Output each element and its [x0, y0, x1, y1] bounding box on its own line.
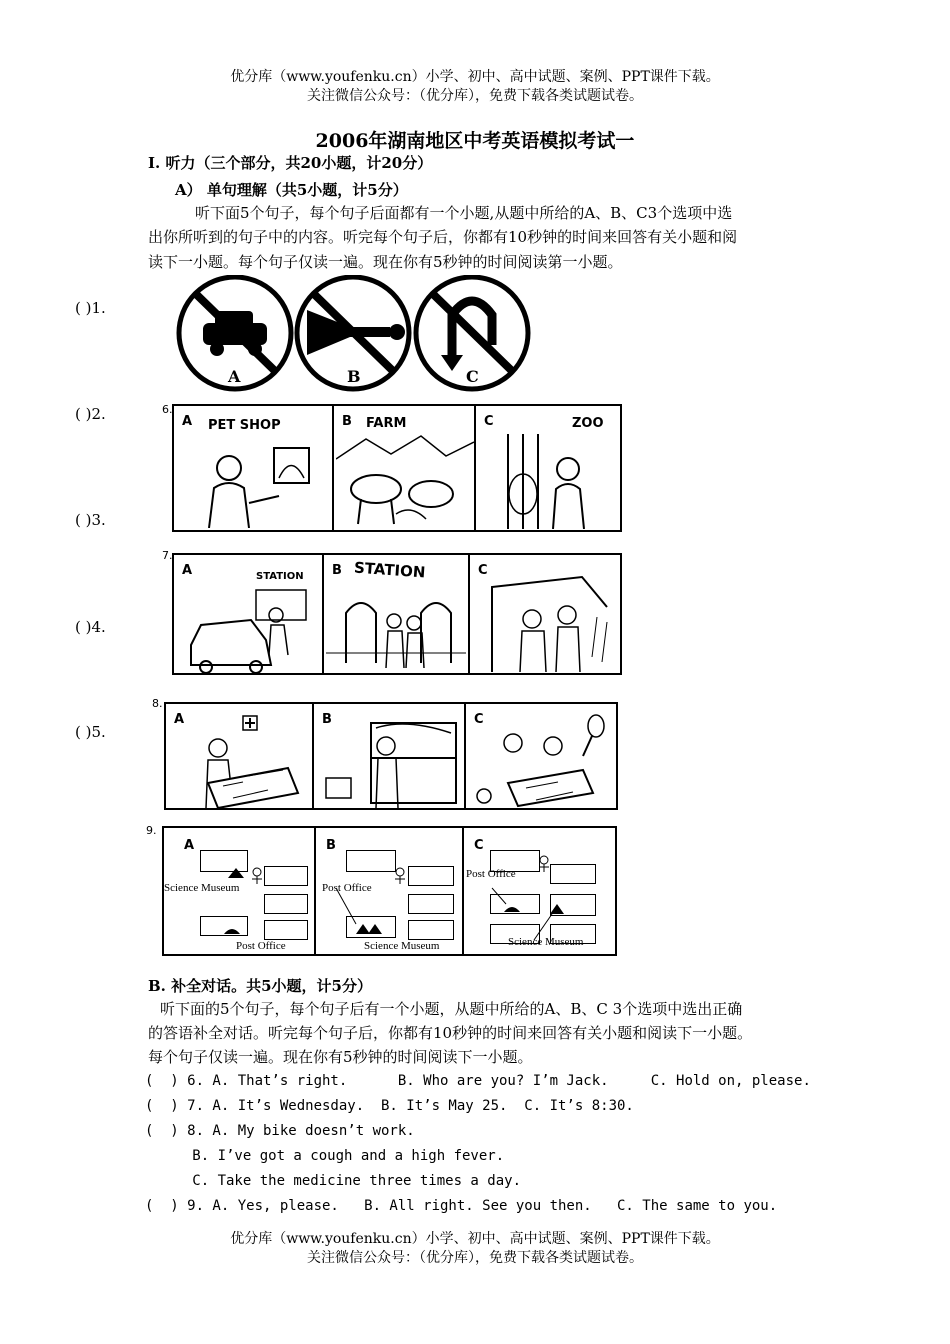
- q5-b-science-museum-label: Science Museum: [364, 940, 440, 952]
- q2-picture-strip: [172, 404, 622, 532]
- q5-c-science-museum-label: Science Museum: [508, 936, 584, 948]
- q3-option-a: A: [182, 563, 193, 578]
- q2-panel-a: [174, 406, 334, 530]
- q5-b-post-office-label: Post Office: [322, 882, 372, 894]
- q1-option-b: B: [347, 367, 361, 386]
- part-b-para-1: 听下面的5个句子，每个句子后有一个小题，从题中所给的A、B、C 3个选项中选出正确: [160, 1000, 743, 1018]
- q5-option-b: B: [326, 838, 336, 853]
- tennis-bed-illustration: [468, 708, 614, 808]
- q4-option-a: A: [174, 712, 185, 727]
- question-8-option-c: C. Take the medicine three times a day.: [108, 1173, 522, 1189]
- q5-option-a: A: [184, 838, 195, 853]
- q3-panel-a: [174, 555, 324, 673]
- question-9[interactable]: ( ) 9. A. Yes, please. B. All right. See you then. C. The same to you.: [145, 1198, 778, 1214]
- part-b-heading: B. 补全对话。共5小题，计5分）: [148, 977, 372, 995]
- part-a-para-2: 出你所听到的句子中的内容。听完每个句子后，你都有10秒钟的时间来回答有关小题和阅: [148, 228, 738, 246]
- footer-line-1: 优分库（www.youfenku.cn）小学、初中、高中试题、案例、PPT课件下载。: [230, 1231, 720, 1247]
- q2-option-c: C: [484, 414, 494, 429]
- part-a-para-1: 听下面5个句子，每个句子后面都有一个小题,从题中所给的A、B、C3个选项中选: [195, 204, 733, 222]
- q5-option-c: C: [474, 838, 484, 853]
- page-title: 2006年湖南地区中考英语模拟考试一: [315, 130, 635, 152]
- pet-shop-sign: PET SHOP: [208, 418, 281, 433]
- q3-option-c: C: [478, 563, 488, 578]
- part-b-para-3: 每个句子仅读一遍。现在你有5秒钟的时间阅读下一小题。: [148, 1048, 533, 1066]
- q4-picture-strip: [164, 702, 618, 810]
- part-b-para-2: 的答语补全对话。听完每个句子后，你都有10秒钟的时间来回答有关小题和阅读下一小题。: [148, 1024, 753, 1042]
- q5-c-post-office-label: Post Office: [466, 868, 516, 880]
- q3-panel-c: [470, 555, 620, 673]
- q3-panel-b: [324, 555, 470, 673]
- q3-option-b: B: [332, 563, 342, 578]
- header-line-1: 优分库（www.youfenku.cn）小学、初中、高中试题、案例、PPT课件下载。: [230, 69, 720, 85]
- car-station-illustration: [176, 585, 322, 675]
- q1-signs: [175, 275, 540, 393]
- q4-panel-c: [466, 704, 616, 808]
- q4-number: 8.: [152, 697, 163, 710]
- q3-number: 7.: [162, 549, 173, 562]
- q2-option-b: B: [342, 414, 352, 429]
- q5-a-post-office-label: Post Office: [236, 940, 286, 952]
- question-4-blank[interactable]: ( )4.: [75, 618, 106, 636]
- q2-number: 6.: [162, 403, 173, 416]
- farm-sign: FARM: [366, 416, 407, 431]
- part-a-heading: A） 单句理解（共5小题，计5分）: [175, 181, 408, 199]
- part-a-para-3: 读下一小题。每个句子仅读一遍。现在你有5秒钟的时间阅读第一小题。: [148, 253, 623, 271]
- question-1-blank[interactable]: ( )1.: [75, 299, 106, 317]
- question-8-option-b: B. I’ve got a cough and a high fever.: [108, 1148, 505, 1164]
- station-people-illustration: [326, 583, 468, 673]
- bunk-bed-illustration: [316, 708, 464, 808]
- q4-panel-a: [166, 704, 314, 808]
- zoo-illustration: [478, 434, 618, 529]
- q5-a-science-museum-label: Science Museum: [164, 882, 240, 894]
- q5-panel-c: [464, 828, 615, 954]
- q3-picture-strip: [172, 553, 622, 675]
- question-3-blank[interactable]: ( )3.: [75, 511, 106, 529]
- q2-panel-b: [334, 406, 476, 530]
- question-7[interactable]: ( ) 7. A. It’s Wednesday. B. It’s May 25. C. It’s 8:30.: [145, 1098, 634, 1114]
- section-heading: Ⅰ. 听力（三个部分，共20小题，计20分）: [148, 154, 433, 172]
- q4-panel-b: [314, 704, 466, 808]
- pet-shop-illustration: [179, 438, 329, 528]
- header-line-2: 关注微信公众号：（优分库），免费下载各类试题试卷。: [307, 88, 643, 104]
- q5-map-strip: [162, 826, 617, 956]
- question-8[interactable]: ( ) 8. A. My bike doesn’t work.: [145, 1123, 415, 1139]
- question-6[interactable]: ( ) 6. A. That’s right. B. Who are you? I’m Jack. C. Hold on, please.: [145, 1073, 811, 1089]
- q1-option-a: A: [228, 367, 241, 386]
- station-sign-b: STATION: [353, 558, 426, 582]
- footer-line-2: 关注微信公众号：（优分库），免费下载各类试题试卷。: [307, 1250, 643, 1266]
- station-sign-a: STATION: [256, 571, 304, 582]
- q2-panel-c: [476, 406, 620, 530]
- q1-option-c: C: [466, 367, 479, 386]
- doorway-illustration: [472, 567, 618, 672]
- q4-option-c: C: [474, 712, 484, 727]
- question-2-blank[interactable]: ( )2.: [75, 405, 106, 423]
- question-5-blank[interactable]: ( )5.: [75, 723, 106, 741]
- hospital-bed-illustration: [168, 708, 312, 808]
- q5-panel-a: [164, 828, 316, 954]
- q2-option-a: A: [182, 414, 193, 429]
- q4-option-b: B: [322, 712, 332, 727]
- q5-panel-b: [316, 828, 464, 954]
- farm-illustration: [336, 434, 474, 529]
- q5-number: 9.: [146, 824, 157, 837]
- zoo-sign: ZOO: [572, 416, 604, 431]
